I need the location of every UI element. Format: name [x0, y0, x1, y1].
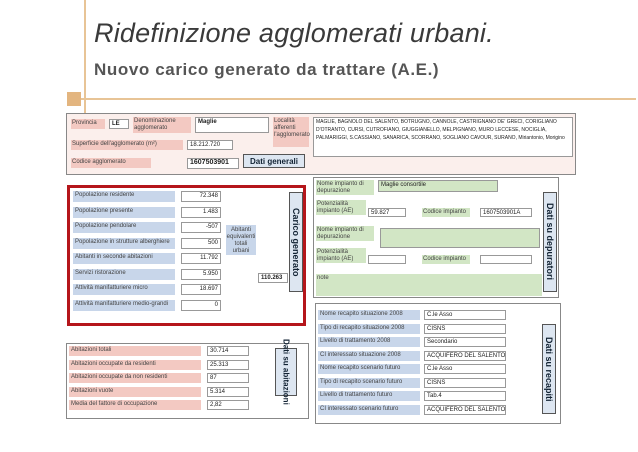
carico-rows	[73, 191, 223, 321]
recapiti-row	[318, 405, 528, 415]
potenzialita-2-value[interactable]	[368, 255, 406, 264]
note-label: note	[316, 274, 542, 296]
abitazioni-row	[69, 346, 269, 356]
recapiti-row-label: CI interessato scenario futuro	[318, 405, 420, 415]
abitazioni-row-label: Abitazioni totali	[69, 346, 201, 356]
depuratori-panel	[313, 177, 559, 298]
abitazioni-rows	[69, 346, 269, 418]
dati-generali-panel	[66, 113, 576, 175]
decor-horizontal-line	[70, 98, 636, 100]
carico-generato-panel	[67, 185, 306, 326]
codice-impianto-1-label: Codice impianto	[422, 208, 470, 217]
carico-row-value[interactable]: 500	[181, 238, 221, 249]
abitazioni-row-value[interactable]: 87	[207, 373, 249, 383]
depuratori-tab[interactable]	[543, 192, 557, 292]
carico-row-value[interactable]: -507	[181, 222, 221, 233]
carico-row-value[interactable]: 11.792	[181, 253, 221, 264]
carico-row-label: Popolazione residente	[73, 191, 175, 202]
abitazioni-tab-label: Dati su abitazioni	[281, 339, 291, 405]
codice-agglomerato-value[interactable]: 1607503901	[187, 158, 239, 169]
recapiti-row	[318, 391, 528, 401]
nome-impianto-2-value[interactable]	[380, 228, 540, 248]
recapiti-row-value[interactable]: ACQUIFERO DEL SALENTO	[424, 351, 506, 361]
dati-generali-tab[interactable]: Dati generali	[243, 154, 305, 168]
recapiti-tab[interactable]	[542, 324, 556, 414]
abitanti-equivalenti-value[interactable]: 110.263	[258, 273, 288, 283]
denominazione-value[interactable]: Maglie	[195, 117, 269, 133]
recapiti-row	[318, 324, 528, 334]
recapiti-row-value[interactable]: CISNS	[424, 324, 506, 334]
carico-row	[73, 207, 223, 218]
abitazioni-panel	[66, 339, 309, 419]
carico-generato-tab[interactable]	[289, 192, 303, 292]
abitazioni-row	[69, 360, 269, 370]
recapiti-row-label: Livello di trattamento futuro	[318, 391, 420, 401]
carico-generato-tab-label: Carico generato	[291, 207, 301, 277]
abitazioni-row-label: Abitazioni occupate da residenti	[69, 360, 201, 370]
recapiti-row-label: Livello di trattamento 2008	[318, 337, 420, 347]
abitazioni-row-value[interactable]: 2,82	[207, 400, 249, 410]
slide-subtitle: Nuovo carico generato da trattare (A.E.)	[94, 60, 440, 79]
recapiti-row-value[interactable]: ACQUIFERO DEL SALENTO	[424, 405, 506, 415]
abitazioni-row	[69, 400, 269, 410]
potenzialita-2-label: Potenzialità impianto (AE)	[316, 248, 366, 263]
carico-row-label: Attività manifatturiere medio-grandi	[73, 300, 175, 311]
carico-row	[73, 191, 223, 202]
depuratori-tab-label: Dati su depuratori	[545, 203, 555, 281]
recapiti-row	[318, 310, 528, 320]
slide-title: Ridefinizione agglomerati urbani.	[94, 18, 494, 48]
abitazioni-tab[interactable]	[275, 339, 297, 405]
carico-row-label: Popolazione pendolare	[73, 222, 175, 233]
provincia-label: Provincia	[71, 119, 105, 129]
abitazioni-row-label: Abitazioni occupate da non residenti	[69, 373, 201, 383]
nome-impianto-2-label: Nome impianto di depurazione	[316, 226, 374, 241]
recapiti-row-value[interactable]: CISNS	[424, 378, 506, 388]
localita-label: Località afferenti l'agglomerato	[273, 117, 309, 147]
nome-impianto-1-value[interactable]: Maglie consortile	[378, 180, 498, 192]
potenzialita-1-label: Potenzialità impianto (AE)	[316, 200, 366, 215]
recapiti-tab-label: Dati su recapiti	[544, 336, 554, 402]
carico-row-value[interactable]: 72.348	[181, 191, 221, 202]
abitazioni-row	[69, 373, 269, 383]
abitazioni-row-label: Media del fattore di occupazione	[69, 400, 201, 410]
recapiti-row	[318, 364, 528, 374]
carico-row	[73, 284, 223, 295]
recapiti-row	[318, 351, 528, 361]
recapiti-row-label: Nome recapito scenario futuro	[318, 364, 420, 374]
carico-row-label: Popolazione in strutture alberghiere	[73, 238, 175, 249]
recapiti-row-label: Nome recapito situazione 2008	[318, 310, 420, 320]
carico-row-value[interactable]: 5.950	[181, 269, 221, 280]
carico-row-label: Abitanti in seconde abitazioni	[73, 253, 175, 264]
decor-square	[67, 92, 81, 106]
abitazioni-row-value[interactable]: 5.314	[207, 387, 249, 397]
superficie-value[interactable]: 18.212.720	[187, 140, 233, 150]
carico-row-value[interactable]: 1.483	[181, 207, 221, 218]
carico-row-value[interactable]: 0	[181, 300, 221, 311]
abitazioni-row	[69, 387, 269, 397]
localita-value[interactable]: MAGLIE, BAGNOLO DEL SALENTO, BOTRUGNO, CANNOLE, CASTRIGNANO DE' GRECI, CORIGLIANO D'OTRANTO, CURSI, CUTROFIANO, GIUGGIANELLO, MELPIGNANO, MURO LECCESE, NOCIGLIA, PALMARIGGI, S.CASSIANO, SANARICA, SCORRANO, SOGLIANO CAVOUR, SURANO, Miriantonio, Morigino	[313, 117, 573, 157]
recapiti-row	[318, 378, 528, 388]
carico-row-label: Attività manifatturiere micro	[73, 284, 175, 295]
recapiti-row	[318, 337, 528, 347]
recapiti-row-value[interactable]: Tab.4	[424, 391, 506, 401]
carico-row	[73, 300, 223, 311]
abitazioni-row-value[interactable]: 25.313	[207, 360, 249, 370]
potenzialita-1-value[interactable]: 59.827	[368, 208, 406, 217]
recapiti-row-label: Tipo di recapito situazione 2008	[318, 324, 420, 334]
carico-row-label: Servizi ristorazione	[73, 269, 175, 280]
carico-row	[73, 269, 223, 280]
recapiti-row-value[interactable]: C.le Asso	[424, 310, 506, 320]
codice-impianto-1-value[interactable]: 1607503901A	[480, 208, 532, 217]
recapiti-panel	[315, 303, 561, 424]
abitanti-equivalenti-label: Abitanti equivalenti totali urbani	[226, 227, 256, 254]
abitazioni-row-label: Abitazioni vuote	[69, 387, 201, 397]
carico-row-label: Popolazione presente	[73, 207, 175, 218]
recapiti-row-value[interactable]: C.le Asso	[424, 364, 506, 374]
recapiti-row-label: CI interessato situazione 2008	[318, 351, 420, 361]
carico-row-value[interactable]: 18.697	[181, 284, 221, 295]
recapiti-row-value[interactable]: Secondario	[424, 337, 506, 347]
carico-row	[73, 222, 223, 233]
recapiti-rows	[318, 310, 528, 422]
codice-impianto-2-label: Codice impianto	[422, 255, 470, 264]
carico-row	[73, 238, 223, 249]
abitazioni-row-value[interactable]: 30.714	[207, 346, 249, 356]
superficie-label: Superficie dell'agglomerato (m²)	[71, 140, 183, 150]
provincia-value[interactable]: LE	[109, 119, 129, 129]
carico-row	[73, 253, 223, 264]
recapiti-row-label: Tipo di recapito scenario futuro	[318, 378, 420, 388]
codice-impianto-2-value[interactable]	[480, 255, 532, 264]
nome-impianto-1-label: Nome impianto di depurazione	[316, 180, 374, 195]
codice-agglomerato-label: Codice agglomerato	[71, 158, 151, 168]
denominazione-label: Denominazione agglomerato	[133, 117, 191, 133]
